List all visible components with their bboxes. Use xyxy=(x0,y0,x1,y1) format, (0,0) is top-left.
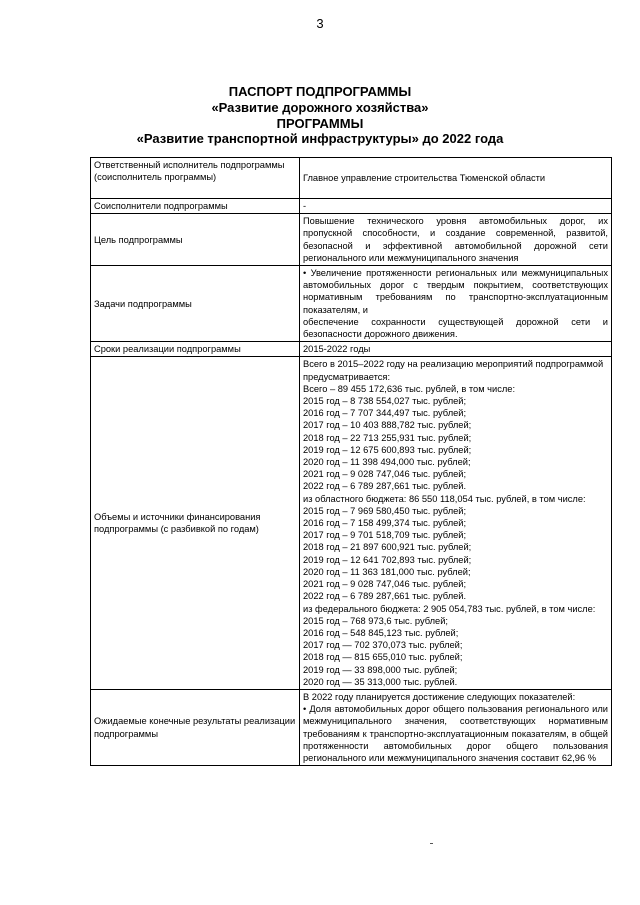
tasks-value xyxy=(300,266,612,342)
document-title: ПАСПОРТ ПОДПРОГРАММЫ xyxy=(228,84,412,99)
table-row xyxy=(91,342,612,357)
financing-line: 2018 год – 21 897 600,921 тыс. рублей; xyxy=(303,542,472,553)
table-row xyxy=(91,689,612,765)
financing-line: 2022 год – 6 789 287,661 тыс. рублей. xyxy=(303,591,467,602)
financing-line: Всего – 89 455 172,636 тыс. рублей, в том числе: xyxy=(303,383,516,394)
financing-line: 2016 год – 7 158 499,374 тыс. рублей; xyxy=(303,518,467,529)
page-number: 3 xyxy=(316,16,324,31)
tasks-item: • Увеличение протяженности региональных или межмуниципальных автомобильных дорог с твердым покрытием, соответствующих нормативным требованиям по транспортно-эксплуатационным показателям, и xyxy=(303,268,608,315)
financing-line: 2019 год – 12 675 600,893 тыс. рублей; xyxy=(303,444,472,455)
financing-line: 2017 год – 9 701 518,709 тыс. рублей; xyxy=(303,530,467,541)
financing-line: Всего в 2015–2022 году на реализацию мероприятий подпрограммой предусматривается: xyxy=(303,359,604,382)
financing-line: 2020 год — 35 313,000 тыс. рублей. xyxy=(303,676,458,687)
financing-line: 2015 год – 7 969 580,450 тыс. рублей; xyxy=(303,505,467,516)
financing-label: Объемы и источники финансирования подпрограммы (с разбивкой по годам) xyxy=(91,357,300,689)
executor-label: Ответственный исполнитель подпрограммы (соисполнитель программы) xyxy=(91,158,300,199)
table-row xyxy=(91,158,612,199)
table-row xyxy=(91,199,612,214)
financing-line: 2021 год – 9 028 747,046 тыс. рублей; xyxy=(303,469,467,480)
table-row xyxy=(91,357,612,689)
financing-line: 2015 год – 768 973,6 тыс. рублей; xyxy=(303,615,448,626)
financing-line: 2018 год – 22 713 255,931 тыс. рублей; xyxy=(303,432,472,443)
table-row xyxy=(91,266,612,342)
financing-line: 2016 год – 548 845,123 тыс. рублей; xyxy=(303,627,459,638)
page-mark xyxy=(430,843,433,844)
financing-line: из областного бюджета: 86 550 118,054 тыс. рублей, в том числе: xyxy=(303,493,586,504)
passport-table xyxy=(90,157,612,766)
financing-line: 2017 год – 10 403 888,782 тыс. рублей; xyxy=(303,420,472,431)
coexecutors-label: Соисполнители подпрограммы xyxy=(91,199,300,214)
subprogram-name: «Развитие дорожного хозяйства» xyxy=(211,100,429,115)
financing-line: 2018 год — 815 655,010 тыс. рублей; xyxy=(303,652,463,663)
executor-value: Главное управление строительства Тюменской области xyxy=(300,158,612,199)
program-heading: ПРОГРАММЫ xyxy=(276,116,364,131)
financing-line: 2020 год – 11 363 181,000 тыс. рублей; xyxy=(303,566,471,577)
financing-line: 2019 год — 33 898,000 тыс. рублей; xyxy=(303,664,458,675)
terms-label: Сроки реализации подпрограммы xyxy=(91,342,300,357)
tasks-item-continued: обеспечение сохранности существующей дорожной сети и безопасности дорожного движения. xyxy=(303,316,608,340)
financing-value xyxy=(300,357,612,689)
financing-line: 2020 год – 11 398 494,000 тыс. рублей; xyxy=(303,457,471,468)
goal-label: Цель подпрограммы xyxy=(91,214,300,266)
table-row xyxy=(91,214,612,266)
tasks-label: Задачи подпрограммы xyxy=(91,266,300,342)
results-item: • Доля автомобильных дорог общего пользования регионального или межмуниципального значения, соответствующих нормативным требованиям к транспортно-эксплуатационным показателям, в общей протяженности автомобильных дорог общего пользования регионального или межмуниципального значения составит 62,96 % xyxy=(303,704,608,763)
financing-line: 2017 год — 702 370,073 тыс. рублей; xyxy=(303,640,463,651)
financing-line: 2022 год – 6 789 287,661 тыс. рублей. xyxy=(303,481,467,492)
financing-line: из федерального бюджета: 2 905 054,783 тыс. рублей, в том числе: xyxy=(303,603,596,614)
financing-line: 2016 год – 7 707 344,497 тыс. рублей; xyxy=(303,408,467,419)
results-label: Ожидаемые конечные результаты реализации подпрограммы xyxy=(91,689,300,765)
financing-line: 2021 год – 9 028 747,046 тыс. рублей; xyxy=(303,579,467,590)
goal-value: Повышение технического уровня автомобильных дорог, их пропускной способности, и создание современной, развитой, безопасной и эффективной автомобильной дорожной сети регионального или межмуниципального значения xyxy=(300,214,612,266)
results-value xyxy=(300,689,612,765)
financing-line: 2015 год – 8 738 554,027 тыс. рублей; xyxy=(303,396,467,407)
program-name: «Развитие транспортной инфраструктуры» до 2022 года xyxy=(136,131,504,146)
results-intro: В 2022 году планируется достижение следующих показателей: xyxy=(303,691,576,702)
financing-line: 2019 год – 12 641 702,893 тыс. рублей; xyxy=(303,554,472,565)
coexecutors-value: - xyxy=(300,199,612,214)
terms-value: 2015-2022 годы xyxy=(300,342,612,357)
